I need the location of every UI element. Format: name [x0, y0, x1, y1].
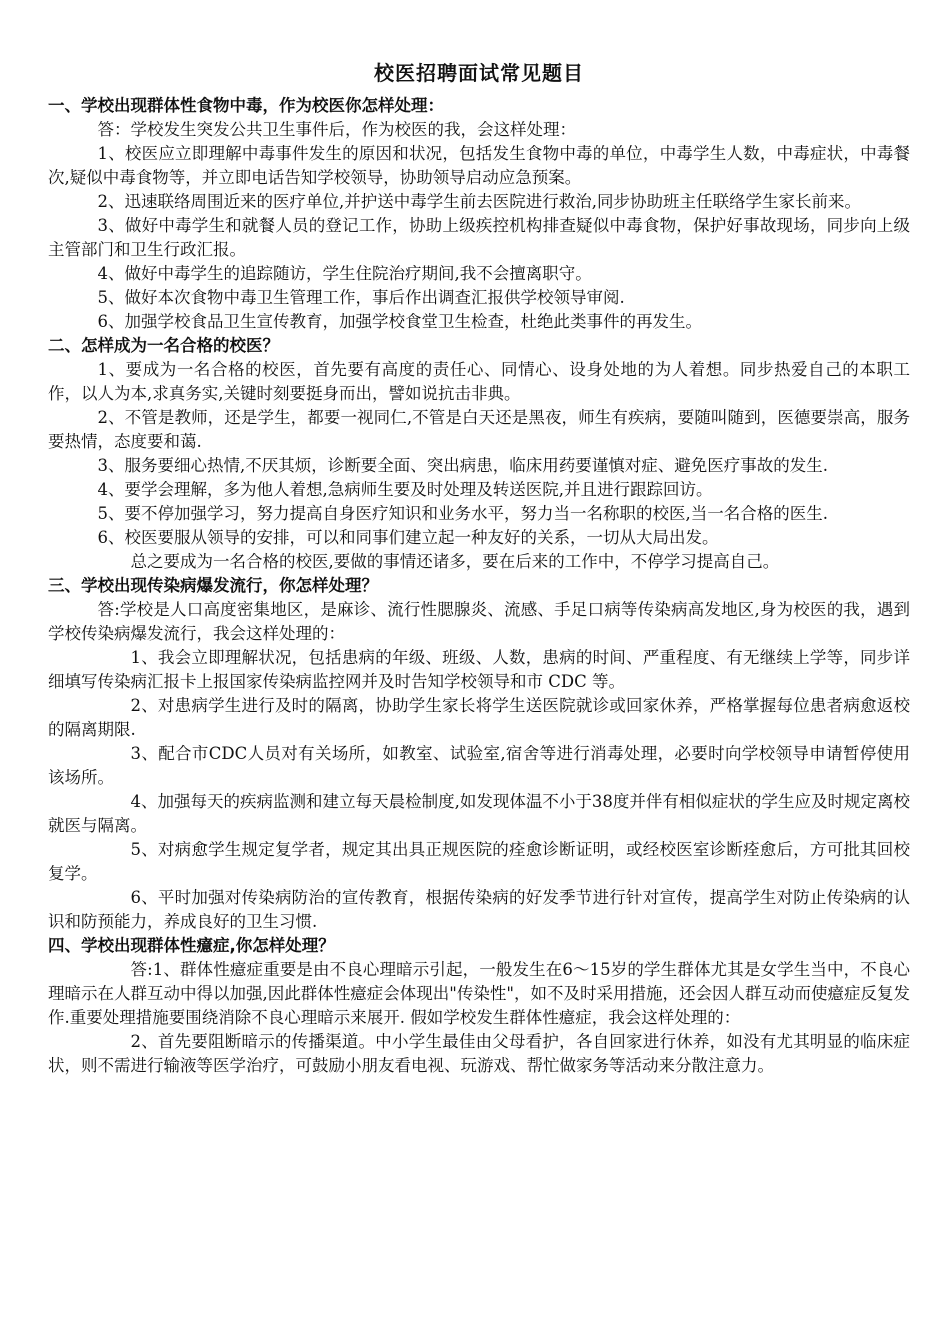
- section-food-poisoning: [48, 94, 910, 334]
- paragraph: 4、做好中毒学生的追踪随访，学生住院治疗期间,我不会擅离职守。: [97, 264, 592, 283]
- paragraph: 3、配合市CDC人员对有关场所，如教室、试验室,宿舍等进行消毒处理，必要时向学校领导申请暂停使用该场所。: [48, 744, 910, 787]
- paragraph: 4、要学会理解，多为他人着想,急病师生要及时处理及转送医院,并且进行跟踪回访。: [97, 480, 713, 499]
- section-heading: 四、学校出现群体性癔症,你怎样处理？: [48, 936, 335, 955]
- section-heading: 一、学校出现群体性食物中毒，作为校医你怎样处理：: [48, 96, 444, 115]
- paragraph: 答:学校是人口高度密集地区，是麻诊、流行性腮腺炎、流感、手足口病等传染病高发地区,身为校医的我，遇到学校传染病爆发流行，我会这样处理的：: [48, 600, 910, 643]
- section-infectious-disease: [48, 574, 910, 934]
- paragraph: 6、加强学校食品卫生宣传教育，加强学校食堂卫生检查，杜绝此类事件的再发生。: [97, 312, 702, 331]
- paragraph: 2、迅速联络周围近来的医疗单位,并护送中毒学生前去医院进行救治,同步协助班主任联络学生家长前来。: [97, 192, 861, 211]
- paragraph: 5、要不停加强学习，努力提高自身医疗知识和业务水平，努力当一名称职的校医,当一名合格的医生.: [97, 504, 828, 523]
- paragraph: 答：学校发生突发公共卫生事件后，作为校医的我，会这样处理：: [97, 120, 576, 139]
- page-title: 校医招聘面试常见题目: [374, 61, 584, 85]
- paragraph: 3、服务要细心热情,不厌其烦，诊断要全面、突出病患，临床用药要谨慎对症、避免医疗事故的发生.: [97, 456, 828, 475]
- paragraph: 2、不管是教师，还是学生，都要一视同仁,不管是白天还是黑夜，师生有疾病，要随叫随到，医德要崇高，服务要热情，态度要和蔼.: [48, 408, 910, 451]
- section-heading: 二、怎样成为一名合格的校医？: [48, 336, 279, 355]
- paragraph: 6、平时加强对传染病防治的宣传教育，根据传染病的好发季节进行针对宣传，提高学生对防止传染病的认识和防预能力，养成良好的卫生习惯.: [48, 888, 910, 931]
- paragraph: 总之要成为一名合格的校医,要做的事情还诸多，要在后来的工作中，不停学习提高自己。: [130, 552, 780, 571]
- section-qualified-school-doctor: [48, 334, 910, 574]
- paragraph: 1、校医应立即理解中毒事件发生的原因和状况，包括发生食物中毒的单位，中毒学生人数，中毒症状，中毒餐次,疑似中毒食物等，并立即电话告知学校领导，协助领导启动应急预案。: [48, 144, 910, 187]
- paragraph: 6、校医要服从领导的安排，可以和同事们建立起一种友好的关系，一切从大局出发。: [97, 528, 719, 547]
- paragraph: 2、对患病学生进行及时的隔离，协助学生家长将学生送医院就诊或回家休养，严格掌握每位患者病愈返校的隔离期限.: [48, 696, 910, 739]
- paragraph: 3、做好中毒学生和就餐人员的登记工作，协助上级疾控机构排查疑似中毒食物，保护好事故现场，同步向上级主管部门和卫生行政汇报。: [48, 216, 910, 259]
- paragraph: 4、加强每天的疾病监测和建立每天晨检制度,如发现体温不小于38度并伴有相似症状的学生应及时规定离校就医与隔离。: [48, 792, 910, 835]
- paragraph: 答:1、群体性癔症重要是由不良心理暗示引起，一般发生在6～15岁的学生群体尤其是女学生当中，不良心理暗示在人群互动中得以加强,因此群体性癔症会体现出"传染性"，如不及时采用措施，还会因人群互动而使癔症反复发作.重要处理措施要围绕消除不良心理暗示来展开. 假如学校发生群体性癔症，我会这样处理的：: [48, 960, 910, 1027]
- paragraph: 5、做好本次食物中毒卫生管理工作，事后作出调查汇报供学校领导审阅.: [97, 288, 625, 307]
- paragraph: 5、对病愈学生规定复学者，规定其出具正规医院的痊愈诊断证明，或经校医室诊断痊愈后，方可批其回校复学。: [48, 840, 910, 883]
- section-heading: 三、学校出现传染病爆发流行，你怎样处理？: [48, 576, 378, 595]
- paragraph: 1、我会立即理解状况，包括患病的年级、班级、人数，患病的时间、严重程度、有无继续上学等，同步详细填写传染病汇报卡上报国家传染病监控网并及时告知学校领导和市 CDC 等。: [48, 648, 910, 691]
- section-mass-hysteria: [48, 934, 910, 1078]
- paragraph: 1、要成为一名合格的校医，首先要有高度的责任心、同情心、设身处地的为人着想。同步热爱自己的本职工作，以人为本,求真务实,关键时刻要挺身而出，譬如说抗击非典。: [48, 360, 910, 403]
- paragraph: 2、首先要阻断暗示的传播渠道。中小学生最佳由父母看护，各自回家进行休养，如没有尤其明显的临床症状，则不需进行输液等医学治疗，可鼓励小朋友看电视、玩游戏、帮忙做家务等活动来分散注意力。: [48, 1032, 910, 1075]
